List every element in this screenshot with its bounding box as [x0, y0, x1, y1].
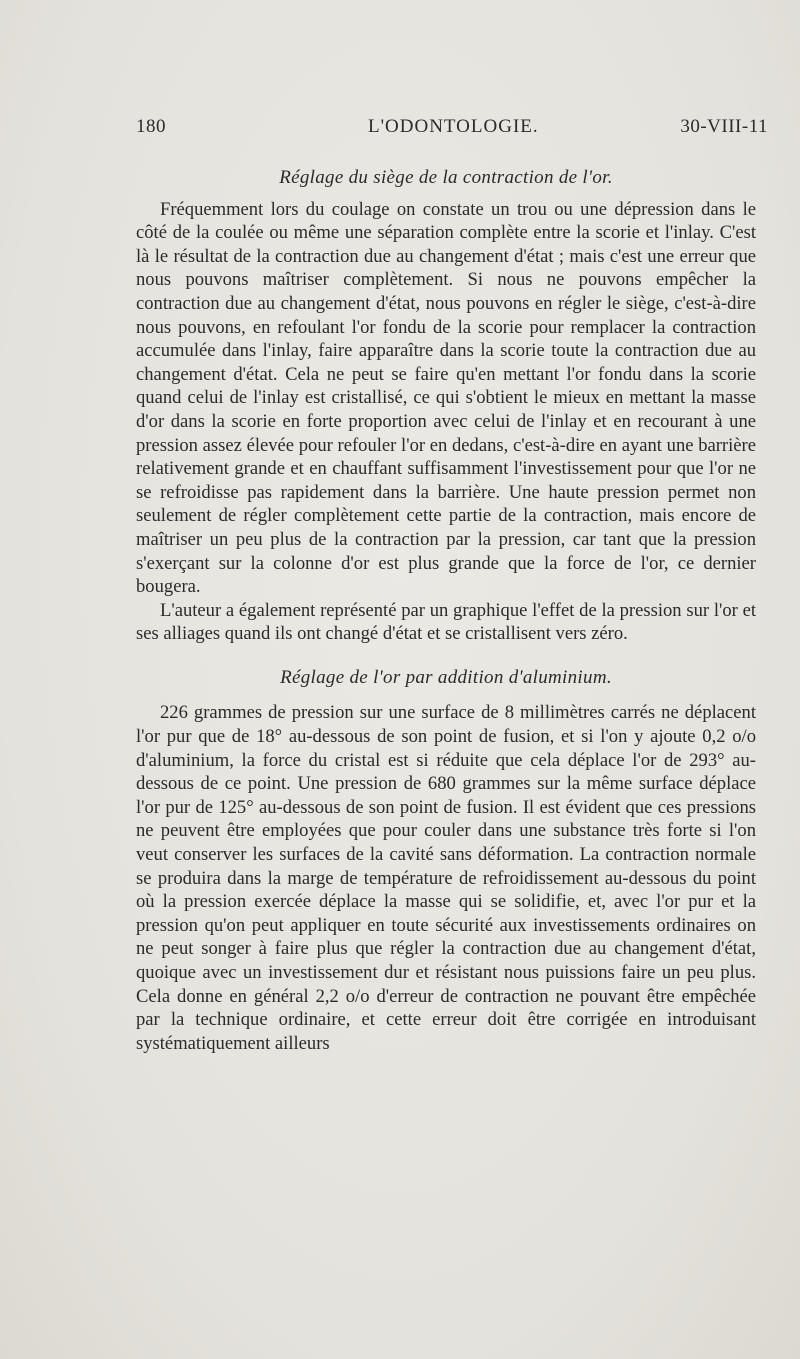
paragraph: L'auteur a également représenté par un graphique l'effet de la pression sur l'or et ses alliages quand ils ont changé d'état et se cristallisent vers zéro.: [136, 599, 756, 645]
paragraph: 226 grammes de pression sur une surface de 8 millimètres carrés ne déplacent l'or pur que de 18° au-dessous de son point de fusion, et si l'on y ajoute 0,2 o/o d'aluminium, la force du cristal est si réduite que cela déplace l'or de 293° au-dessous de ce point. Une pression de 680 grammes sur la même surface déplace l'or pur de 125° au-dessous de son point de fusion. Il est évident que ces pressions ne peuvent être employées que pour couler dans une substance très forte si l'on veut conserver les surfaces de la cavité sans déformation. La contraction normale se produira dans la marge de température de refroidissement au-dessous du point où la pression exercée déplace la masse qui se solidifie, et, avec l'or pur et la pression qu'on peut appliquer en toute sécurité aux investissements ordinaires on ne peut songer à faire plus que régler la contraction due au changement d'état, quoique avec un investissement dur et résistant nous puissions faire un peu plus. Cela donne en général 2,2 o/o d'erreur de contraction ne pouvant être empêchée par la technique ordinaire, et cette erreur doit être corrigée en introduisant systématiquement ailleurs: [136, 702, 756, 1054]
running-header: [136, 116, 768, 146]
issue-date: 30-VIII-11: [680, 116, 768, 137]
section-heading-contraction: Réglage du siège de la contraction de l'or.: [279, 167, 613, 188]
section-heading-aluminium: Réglage de l'or par addition d'aluminium.: [280, 666, 612, 688]
paragraph: Fréquemment lors du coulage on constate un trou ou une dépression dans le côté de la coulée ou même une séparation complète entre la scorie et l'inlay. C'est là le résultat de la contraction due au changement d'état ; mais c'est une erreur que nous pouvons maîtriser complètement. Si nous ne pouvons empêcher la contraction due au changement d'état, nous pouvons en régler le siège, c'est-à-dire nous pouvons, en refoulant l'or fondu de la scorie pour remplacer la contraction accumulée dans l'inlay, faire apparaître dans la scorie toute la contraction due au changement d'état. Cela ne peut se faire qu'en mettant l'or fondu dans la scorie quand celui de l'inlay est cristallisé, ce qui s'obtient le mieux en mettant la masse d'or dans la scorie en forte proportion avec celui de l'inlay et en recourant à une pression assez élevée pour refouler l'or en dedans, c'est-à-dire en ayant une barrière relativement grande et en chauffant suffisamment l'investissement pour que l'or ne se refroidisse pas rapidement dans la barrière. Une haute pression permet non seulement de régler complètement cette partie de la contraction, mais encore de maîtriser un peu plus de la contraction par la pression, car tant que la pression s'exerçant sur la colonne d'or est plus grande que la force de l'or, ce dernier bougera.: [136, 198, 756, 598]
journal-title: L'ODONTOLOGIE.: [368, 116, 539, 137]
page-number: 180: [136, 116, 166, 137]
article-body: [136, 166, 756, 1055]
